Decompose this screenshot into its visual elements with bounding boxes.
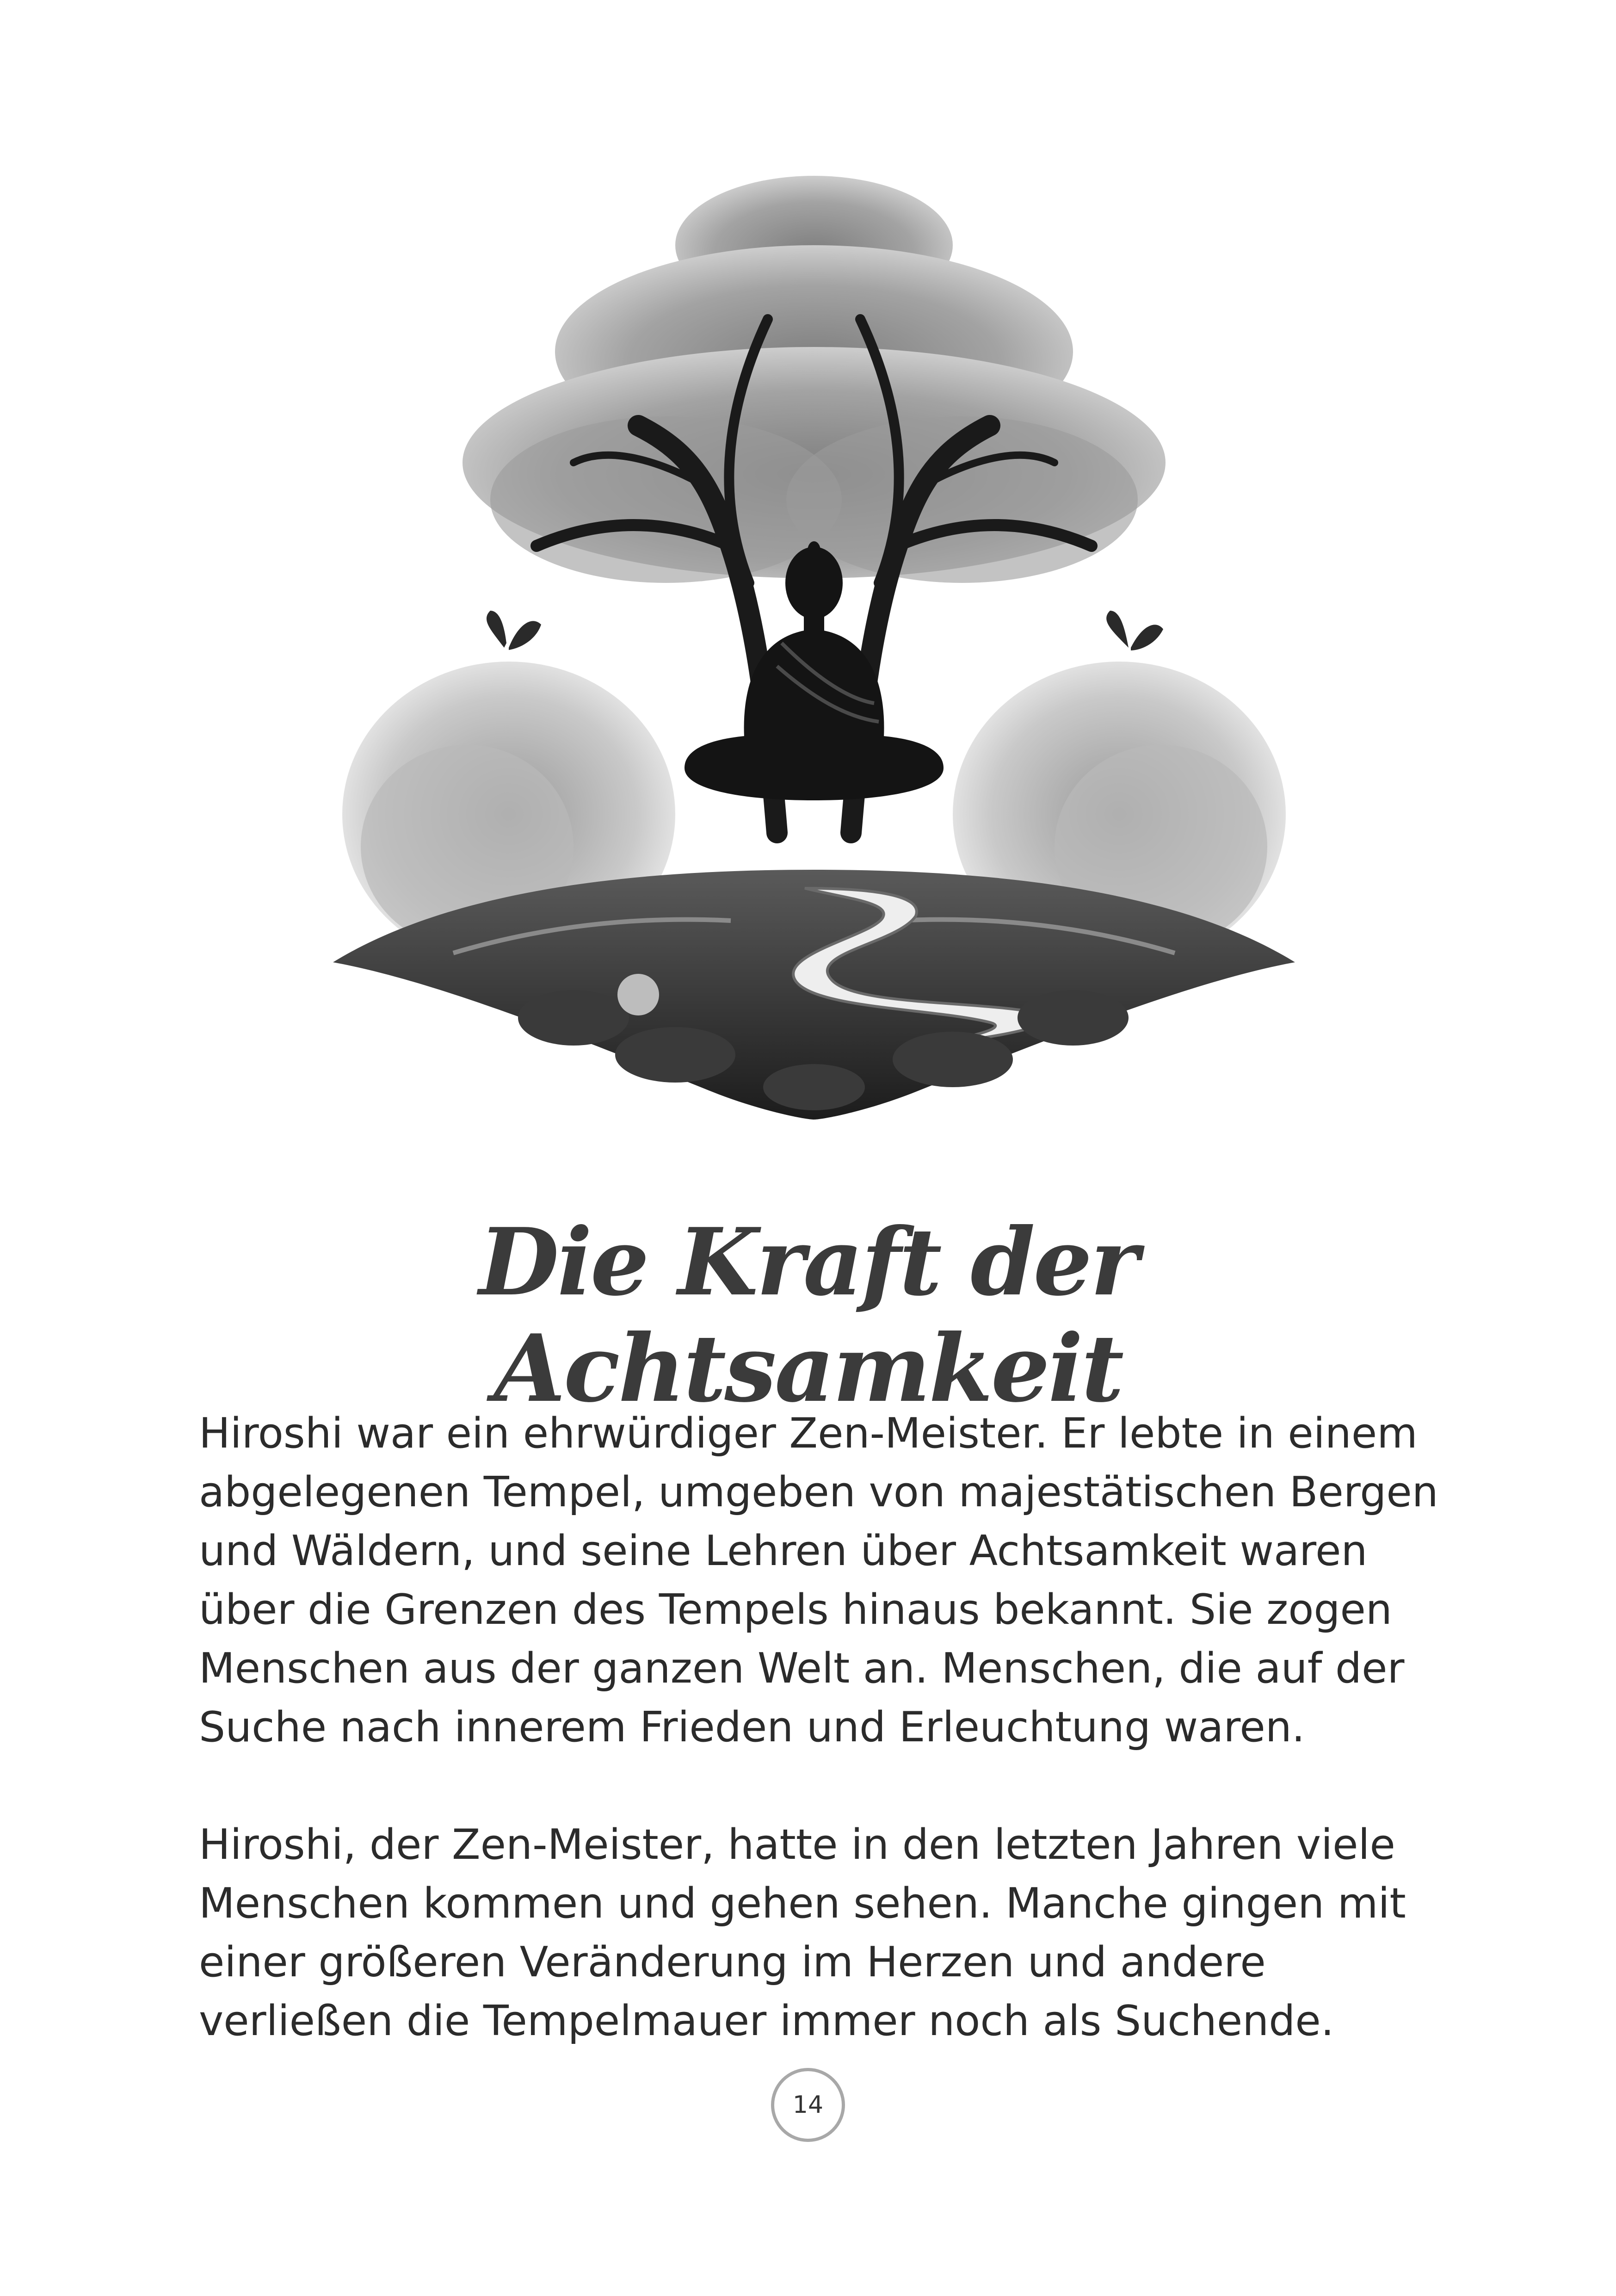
paragraph-2: Hiroshi, der Zen-Meister, hatte in den letzten Jahren viele Menschen kommen und gehen sehen. Manche gingen mit einer größeren Veränderung im Herzen und andere verließen die Tempelmauer immer noch als Suchende.	[199, 1820, 1406, 2045]
meditating-monk-icon	[685, 541, 944, 800]
paragraph-1: Hiroshi war ein ehrwürdiger Zen-Meister. Er lebte in einem abgelegenen Tempel, umgeben von majestätischen Bergen und Wäldern, und seine Lehren über Achtsamkeit waren über die Grenzen des Tempels hinaus bekannt. Sie zogen Menschen aus der ganzen Welt an. Menschen, die auf der Suche nach innerem Frieden und Erleuchtung waren.	[199, 1409, 1438, 1751]
meditating-monk-under-tree-icon	[315, 167, 1314, 1120]
butterfly-left-icon	[487, 611, 541, 650]
illustration	[315, 167, 1314, 1120]
title-line-2: Achtsamkeit	[493, 1314, 1123, 1423]
story-text	[199, 1404, 1448, 2109]
butterfly-right-icon	[1106, 611, 1163, 650]
page-title	[0, 1209, 1616, 1422]
title-line-1: Die Kraft der	[479, 1208, 1137, 1317]
tree-crown-icon	[463, 176, 1166, 583]
page-number: 14	[771, 2068, 845, 2142]
